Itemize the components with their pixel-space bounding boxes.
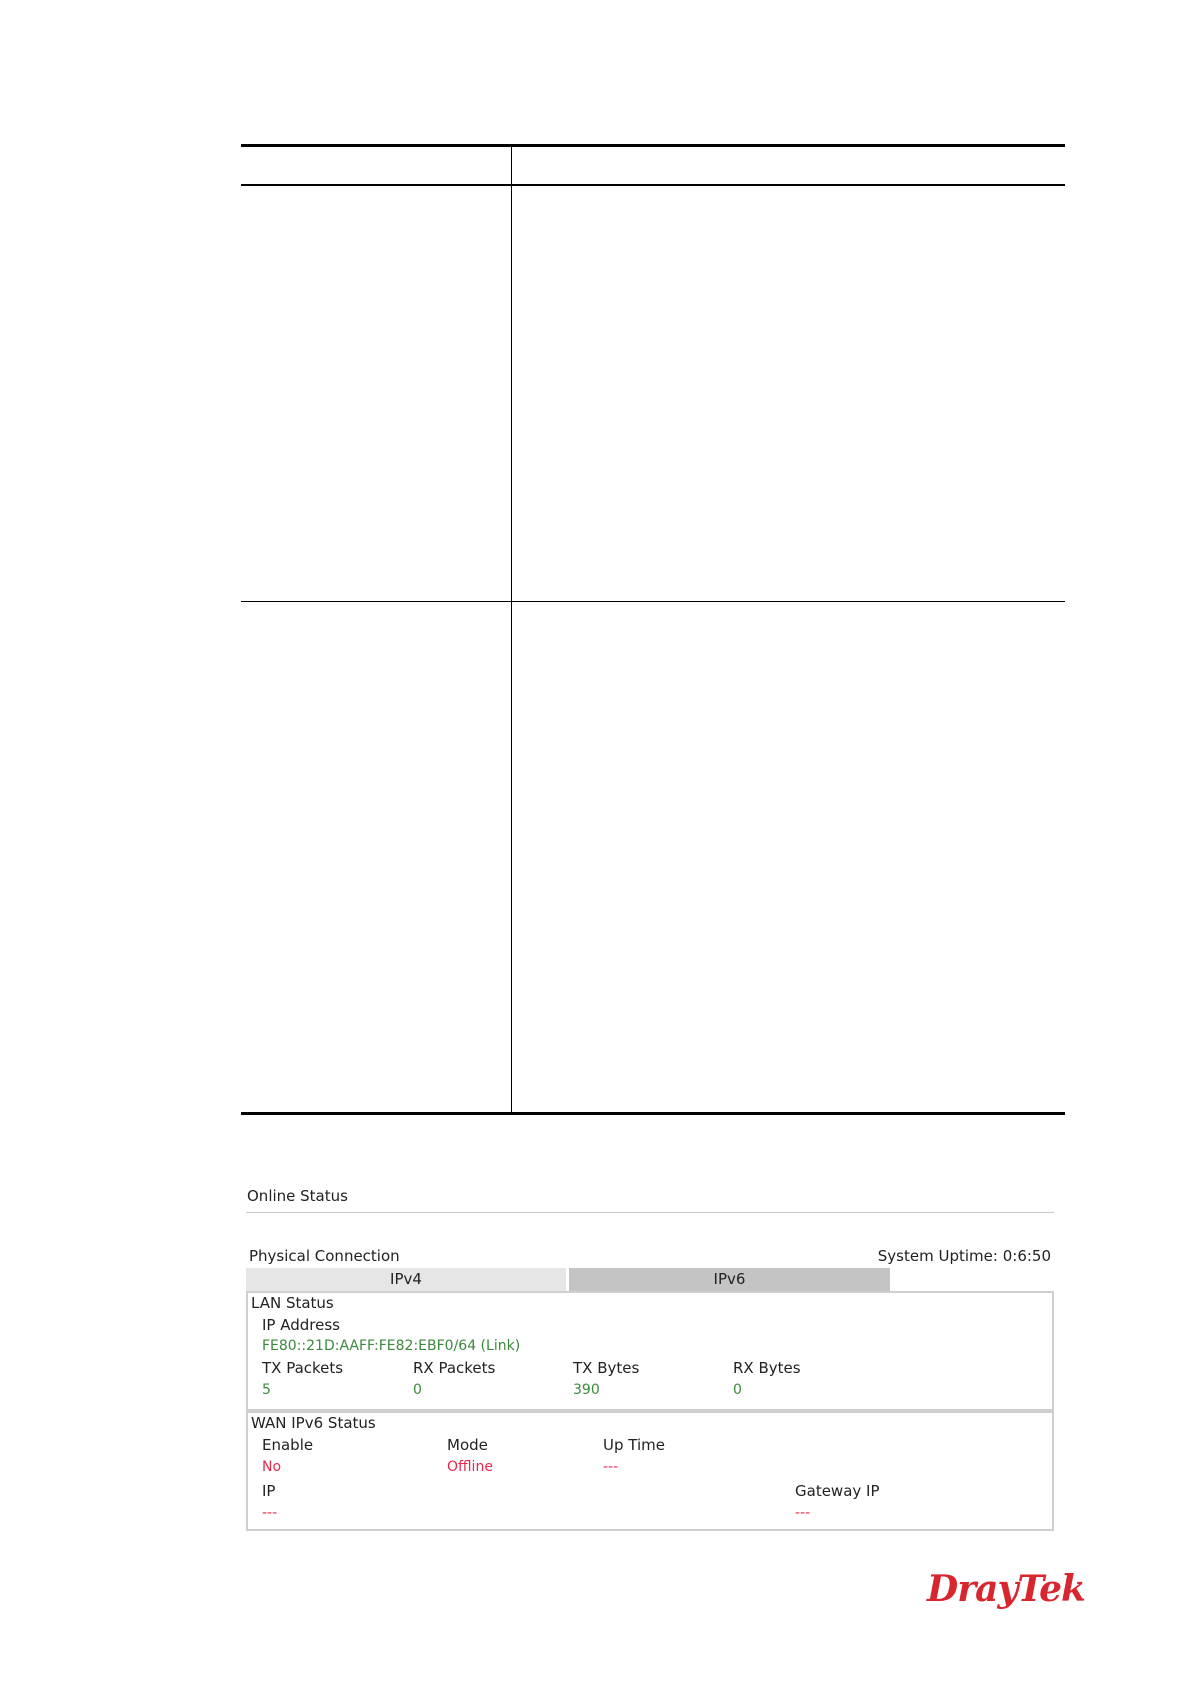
lan-status-heading: LAN Status <box>251 1294 334 1312</box>
ip-version-tabs <box>246 1268 890 1291</box>
lan-status-box <box>246 1291 1054 1411</box>
online-status-title: Online Status <box>247 1187 348 1205</box>
title-divider <box>246 1212 1054 1213</box>
gateway-ip-value: --- <box>795 1505 811 1521</box>
table-row-divider <box>241 601 1065 602</box>
tab-ipv6[interactable]: IPv6 <box>569 1268 890 1291</box>
rx-packets-value: 0 <box>413 1382 422 1398</box>
system-uptime-label: System Uptime: <box>877 1247 998 1265</box>
system-uptime-value: 0:6:50 <box>1002 1247 1051 1265</box>
wan-status-heading: WAN IPv6 Status <box>251 1414 376 1432</box>
wan-ipv6-status-box <box>246 1411 1054 1531</box>
tab-ipv4[interactable]: IPv4 <box>246 1268 566 1291</box>
table-bottom-rule <box>241 1112 1065 1115</box>
ip-label: IP <box>262 1482 276 1500</box>
gateway-ip-label: Gateway IP <box>795 1482 880 1500</box>
enable-value: No <box>262 1459 282 1475</box>
ip-address-label: IP Address <box>262 1316 340 1334</box>
table-top-rule <box>241 144 1065 147</box>
uptime-label: Up Time <box>603 1436 665 1454</box>
rx-packets-label: RX Packets <box>413 1359 496 1377</box>
draytek-logo: DrayTek <box>927 1568 1085 1610</box>
tx-packets-label: TX Packets <box>262 1359 344 1377</box>
rx-bytes-value: 0 <box>733 1382 742 1398</box>
table-header-rule <box>241 184 1065 186</box>
table-column-divider <box>511 144 512 1115</box>
physical-connection-label: Physical Connection <box>249 1247 400 1265</box>
ip-value: --- <box>262 1505 278 1521</box>
mode-value: Offline <box>447 1459 493 1475</box>
tx-bytes-value: 390 <box>573 1382 600 1398</box>
tx-packets-value: 5 <box>262 1382 271 1398</box>
ip-address-value: FE80::21D:AAFF:FE82:EBF0/64 (Link) <box>262 1338 521 1354</box>
system-uptime <box>878 1247 1051 1265</box>
mode-label: Mode <box>447 1436 488 1454</box>
tx-bytes-label: TX Bytes <box>573 1359 640 1377</box>
manual-table <box>241 144 1065 1115</box>
rx-bytes-label: RX Bytes <box>733 1359 801 1377</box>
enable-label: Enable <box>262 1436 314 1454</box>
uptime-value: --- <box>603 1459 619 1475</box>
